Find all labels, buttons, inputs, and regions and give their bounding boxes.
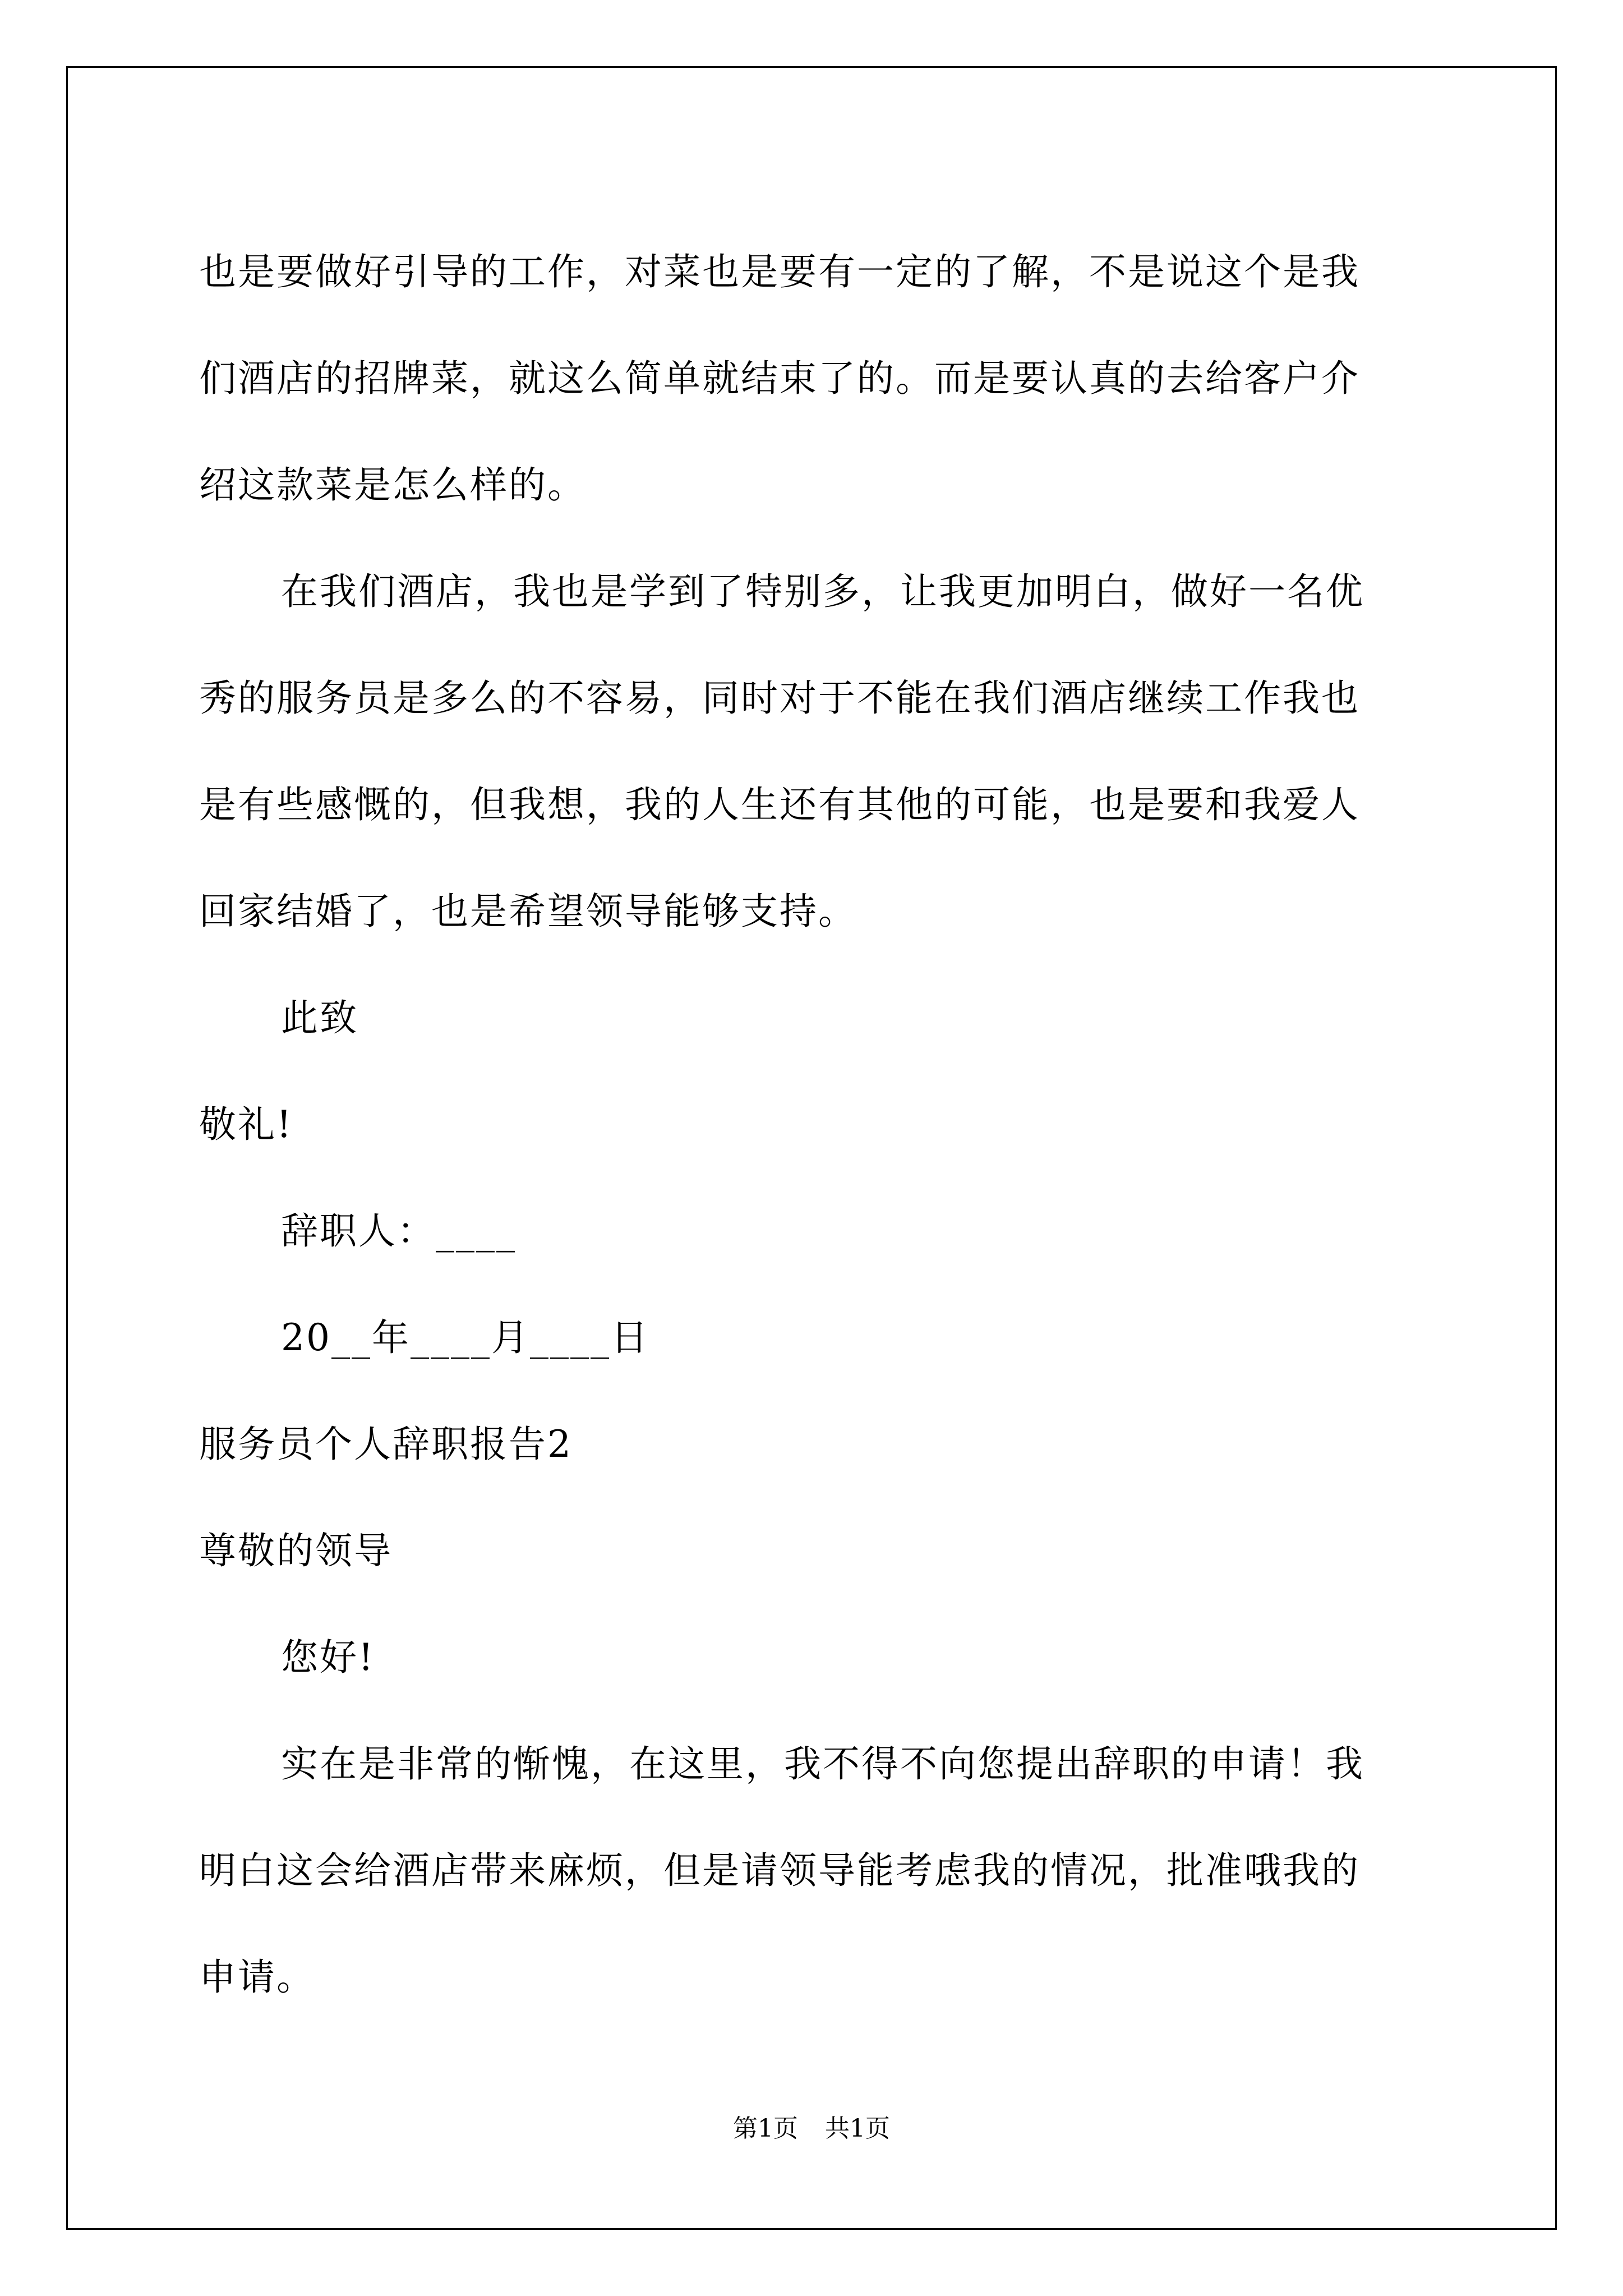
paragraph-line: 回家结婚了，也是希望领导能够支持。 (199, 890, 857, 933)
page-footer (0, 2112, 1623, 2146)
salutation-jingli: 敬礼! (199, 1103, 293, 1146)
salutation-cizhi: 此致 (281, 996, 358, 1039)
paragraph-line: 们酒店的招牌菜，就这么简单就结束了的。而是要认真的去给客户介 (199, 357, 1360, 400)
section-title: 服务员个人辞职报告2 (199, 1423, 573, 1466)
paragraph-line: 在我们酒店，我也是学到了特别多，让我更加明白，做好一名优 (281, 570, 1364, 613)
paragraph-line: 秀的服务员是多么的不容易，同时对于不能在我们酒店继续工作我也 (199, 677, 1360, 720)
paragraph-line: 申请。 (199, 1955, 315, 1999)
paragraph-line: 也是要做好引导的工作，对菜也是要有一定的了解，不是说这个是我 (199, 250, 1360, 293)
paragraph-line: 实在是非常的惭愧，在这里，我不得不向您提出辞职的申请！我 (281, 1742, 1364, 1786)
page-number-current: 第1页 (733, 2114, 798, 2143)
document-body (199, 219, 1427, 2031)
signature-line: 辞职人：____ (281, 1209, 517, 1253)
greeting-hello: 您好! (281, 1636, 375, 1679)
greeting-recipient: 尊敬的领导 (199, 1529, 393, 1572)
paragraph-line: 绍这款菜是怎么样的。 (199, 463, 586, 507)
page-number-total: 共1页 (825, 2114, 890, 2143)
date-line: 20__年____月____日 (281, 1316, 649, 1359)
paragraph-line: 明白这会给酒店带来麻烦，但是请领导能考虑我的情况，批准哦我的 (199, 1849, 1360, 1892)
paragraph-line: 是有些感慨的，但我想，我的人生还有其他的可能，也是要和我爱人 (199, 783, 1360, 826)
